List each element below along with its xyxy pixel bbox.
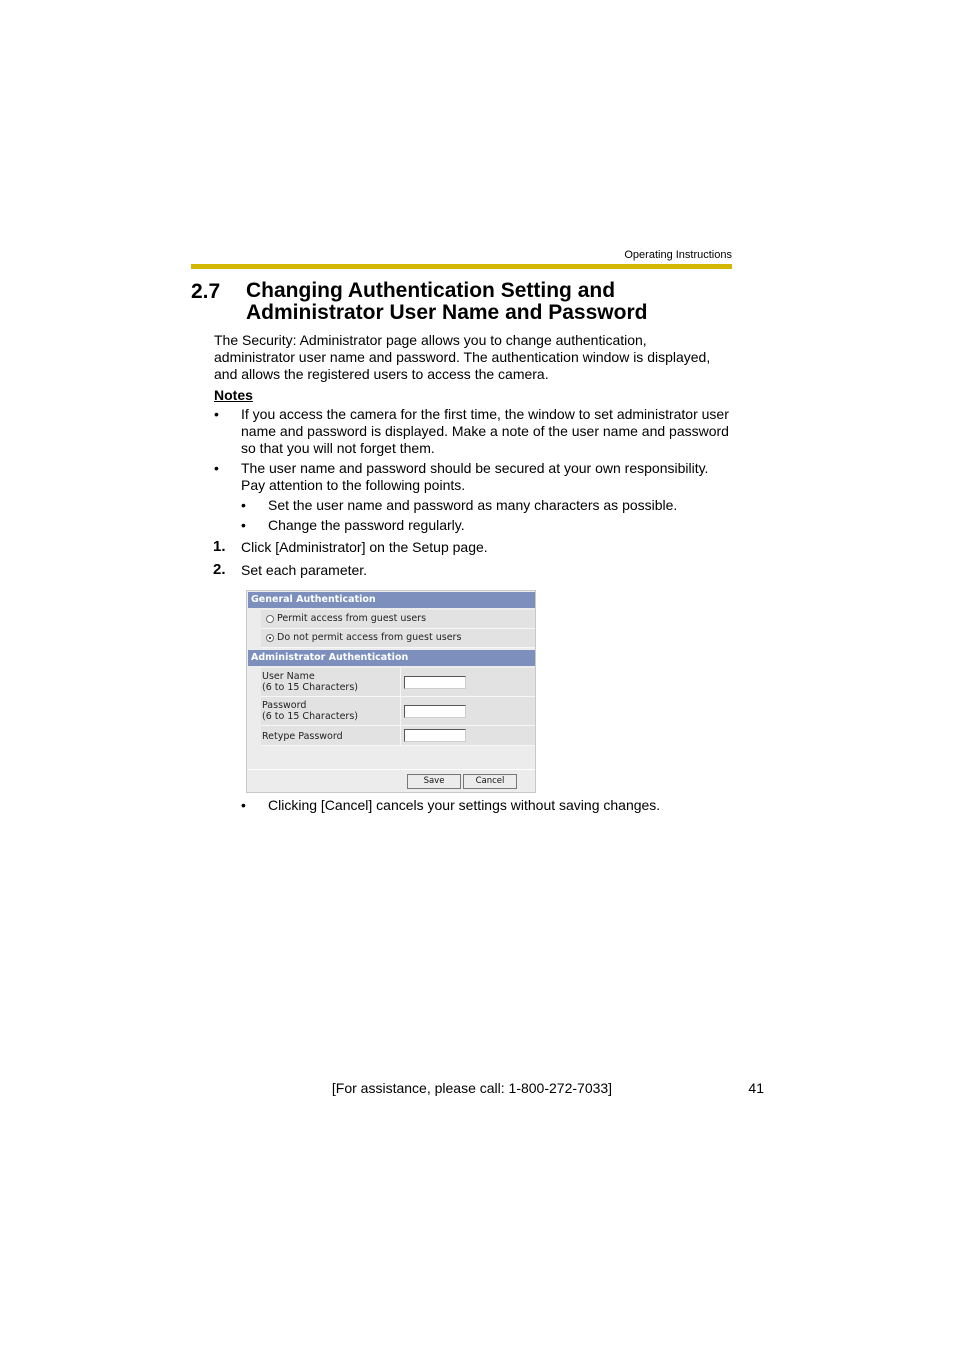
retype-password-label: Retype Password [262,731,343,742]
bullet-mark: • [241,517,246,533]
section-title-line2: Administrator User Name and Password [246,301,648,324]
bullet-mark: • [241,497,246,513]
step-text: Click [Administrator] on the Setup page. [241,539,488,555]
radio-permit-guest[interactable] [266,615,274,623]
cancel-note: Clicking [Cancel] cancels your settings without saving changes. [268,797,661,813]
footer-divider [248,769,535,770]
radio-deny-label: Do not permit access from guest users [277,632,462,643]
section-title-line1: Changing Authentication Setting and [246,279,616,302]
note-line: so that you will not forget them. [241,440,435,456]
password-label-text: Password [262,700,307,711]
user-name-label [262,671,358,693]
password-label [262,700,358,722]
admin-auth-header: Administrator Authentication [248,650,535,666]
bullet-mark: • [214,406,219,422]
radio-deny-guest[interactable] [266,634,274,642]
intro-line: administrator user name and password. The authentication window is displayed, [214,349,711,365]
general-auth-header: General Authentication [248,592,535,608]
field-row-retype [261,726,535,746]
user-name-label-text: User Name [262,671,315,682]
intro-line: and allows the registered users to access the camera. [214,366,549,382]
note-bullet-1 [241,406,741,457]
header-rule [191,264,732,269]
radio-row-permit[interactable] [261,610,535,629]
admin-settings-screenshot [246,590,536,793]
section-title [246,280,746,324]
running-header: Operating Instructions [624,249,732,261]
intro-line: The Security: Administrator page allows you to change authentication, [214,332,647,348]
assistance-footer: [For assistance, please call: 1-800-272-7033] [331,1080,613,1096]
notes-heading: Notes [214,387,253,403]
radio-permit-label: Permit access from guest users [277,613,427,624]
bullet-mark: • [214,460,219,476]
retype-password-input[interactable] [404,729,466,742]
step-text: Set each parameter. [241,562,368,578]
note-bullet-2 [241,460,741,494]
field-row-user-name [261,668,535,697]
user-name-hint: (6 to 15 Characters) [262,682,358,693]
note-line: name and password is displayed. Make a note of the user name and password [241,423,729,439]
note-line: If you access the camera for the first time, the window to set administrator user [241,406,729,422]
step-number: 2. [213,561,226,578]
field-divider [400,697,401,725]
section-number: 2.7 [191,280,221,303]
radio-row-deny[interactable] [261,629,535,648]
note-line: The user name and password should be secured at your own responsibility. [241,460,709,476]
user-name-input[interactable] [404,676,466,689]
page-number: 41 [748,1080,764,1096]
note-line: Pay attention to the following points. [241,477,466,493]
step-number: 1. [213,538,226,555]
field-divider [400,668,401,696]
intro-paragraph [214,332,734,383]
field-divider [400,726,401,745]
sub-bullet-1: Set the user name and password as many characters as possible. [268,497,678,513]
bullet-mark: • [241,797,246,813]
cancel-button[interactable]: Cancel [463,774,517,789]
password-hint: (6 to 15 Characters) [262,711,358,722]
sub-bullet-2: Change the password regularly. [268,517,465,533]
save-button[interactable]: Save [407,774,461,789]
password-input[interactable] [404,705,466,718]
field-row-password [261,697,535,726]
